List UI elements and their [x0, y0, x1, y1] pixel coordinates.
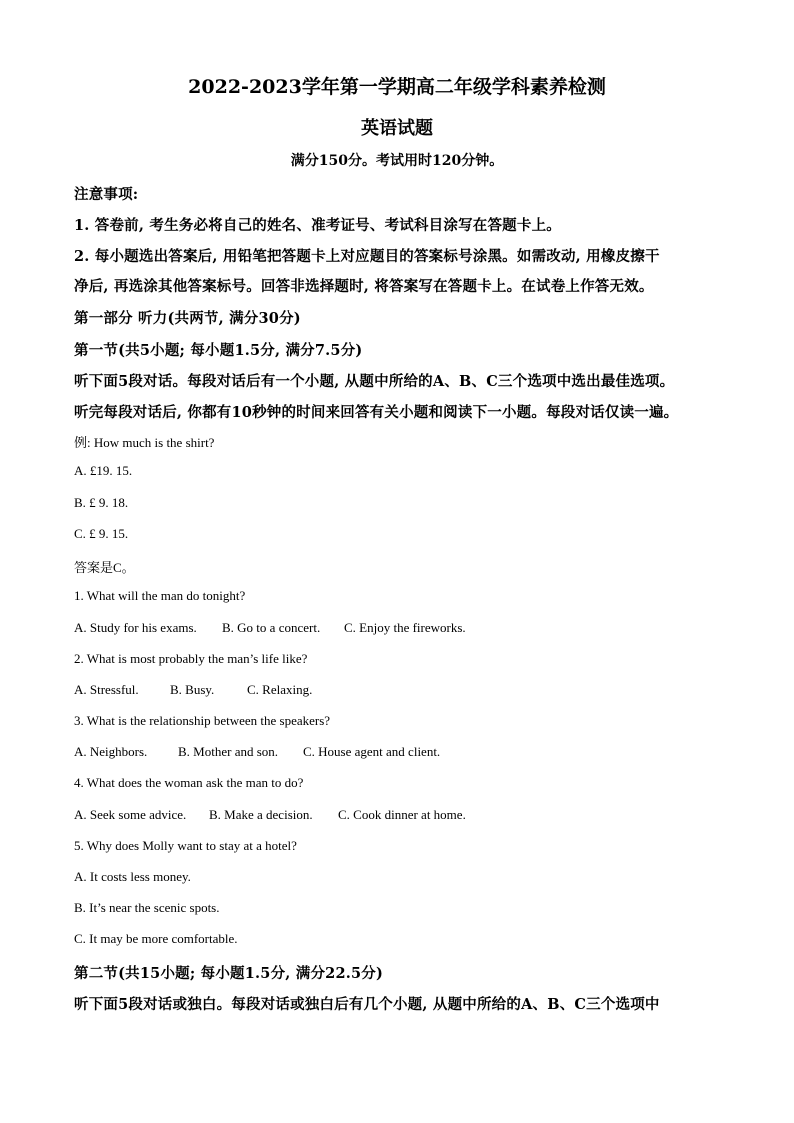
option-b: B. Mother and son. [178, 744, 279, 759]
example-option-b: B. £ 9. 18. [74, 495, 129, 510]
option-a: A. Stressful. [74, 682, 139, 697]
option-a: A. Study for his exams. [74, 620, 197, 635]
section2-instruction-line-1: 听下面5段对话或独白。每段对话或独白后有几个小题, 从题中所给的A、B、C三个选项中 [74, 996, 660, 1013]
question-3: 3. What is the relationship between the speakers? [74, 713, 331, 728]
section1-instruction-line-1: 听下面5段对话。每段对话后有一个小题, 从题中所给的A、B、C三个选项中选出最佳选项。 [74, 373, 675, 390]
score-note: 满分150分。考试用时120分钟。 [290, 153, 504, 169]
question-2-options [74, 682, 312, 698]
part1-heading: 第一部分 听力(共两节, 满分30分) [74, 310, 301, 327]
option-b: B. Go to a concert. [222, 620, 321, 635]
example-option-a: A. £19. 15. [74, 463, 133, 478]
exam-title: 2022-2023学年第一学期高二年级学科素养检测 [188, 76, 606, 98]
notice-item-2-line-1: 2. 每小题选出答案后, 用铅笔把答题卡上对应题目的答案标号涂黑。如需改动, 用橡皮擦干 [74, 248, 660, 265]
option-c: C. Cook dinner at home. [338, 807, 466, 822]
section1-heading: 第一节(共5小题; 每小题1.5分, 满分7.5分) [74, 342, 363, 359]
section2-heading: 第二节(共15小题; 每小题1.5分, 满分22.5分) [74, 965, 384, 982]
question-1-options [74, 620, 466, 636]
section1-instruction-line-2: 听完每段对话后, 你都有10秒钟的时间来回答有关小题和阅读下一小题。每段对话仅读一遍。 [74, 404, 679, 421]
notice-item-2-line-2: 净后, 再选涂其他答案标号。回答非选择题时, 将答案写在答题卡上。在试卷上作答无效。 [74, 278, 654, 295]
notice-heading: 注意事项: [74, 186, 139, 203]
example-answer: 答案是C。 [74, 560, 135, 575]
question-3-options [74, 744, 440, 760]
question-1: 1. What will the man do tonight? [74, 588, 246, 603]
question-5-option-a: A. It costs less money. [74, 869, 191, 884]
option-c: C. House agent and client. [303, 744, 441, 759]
question-2: 2. What is most probably the man’s life like? [74, 651, 308, 666]
question-5: 5. Why does Molly want to stay at a hotel? [74, 838, 297, 853]
option-b: B. Busy. [170, 682, 215, 697]
option-c: C. Relaxing. [247, 682, 313, 697]
option-a: A. Seek some advice. [74, 807, 187, 822]
option-a: A. Neighbors. [74, 744, 148, 759]
question-4: 4. What does the woman ask the man to do? [74, 775, 304, 790]
option-c: C. Enjoy the fireworks. [344, 620, 466, 635]
notice-item-1: 1. 答卷前, 考生务必将自己的姓名、准考证号、考试科目涂写在答题卡上。 [74, 217, 561, 234]
example-option-c: C. £ 9. 15. [74, 526, 129, 541]
question-5-option-c: C. It may be more comfortable. [74, 931, 238, 946]
example-question: 例: How much is the shirt? [74, 435, 215, 450]
option-b: B. Make a decision. [209, 807, 313, 822]
question-4-options [74, 807, 466, 823]
exam-subtitle: 英语试题 [361, 118, 433, 139]
question-5-option-b: B. It’s near the scenic spots. [74, 900, 220, 915]
